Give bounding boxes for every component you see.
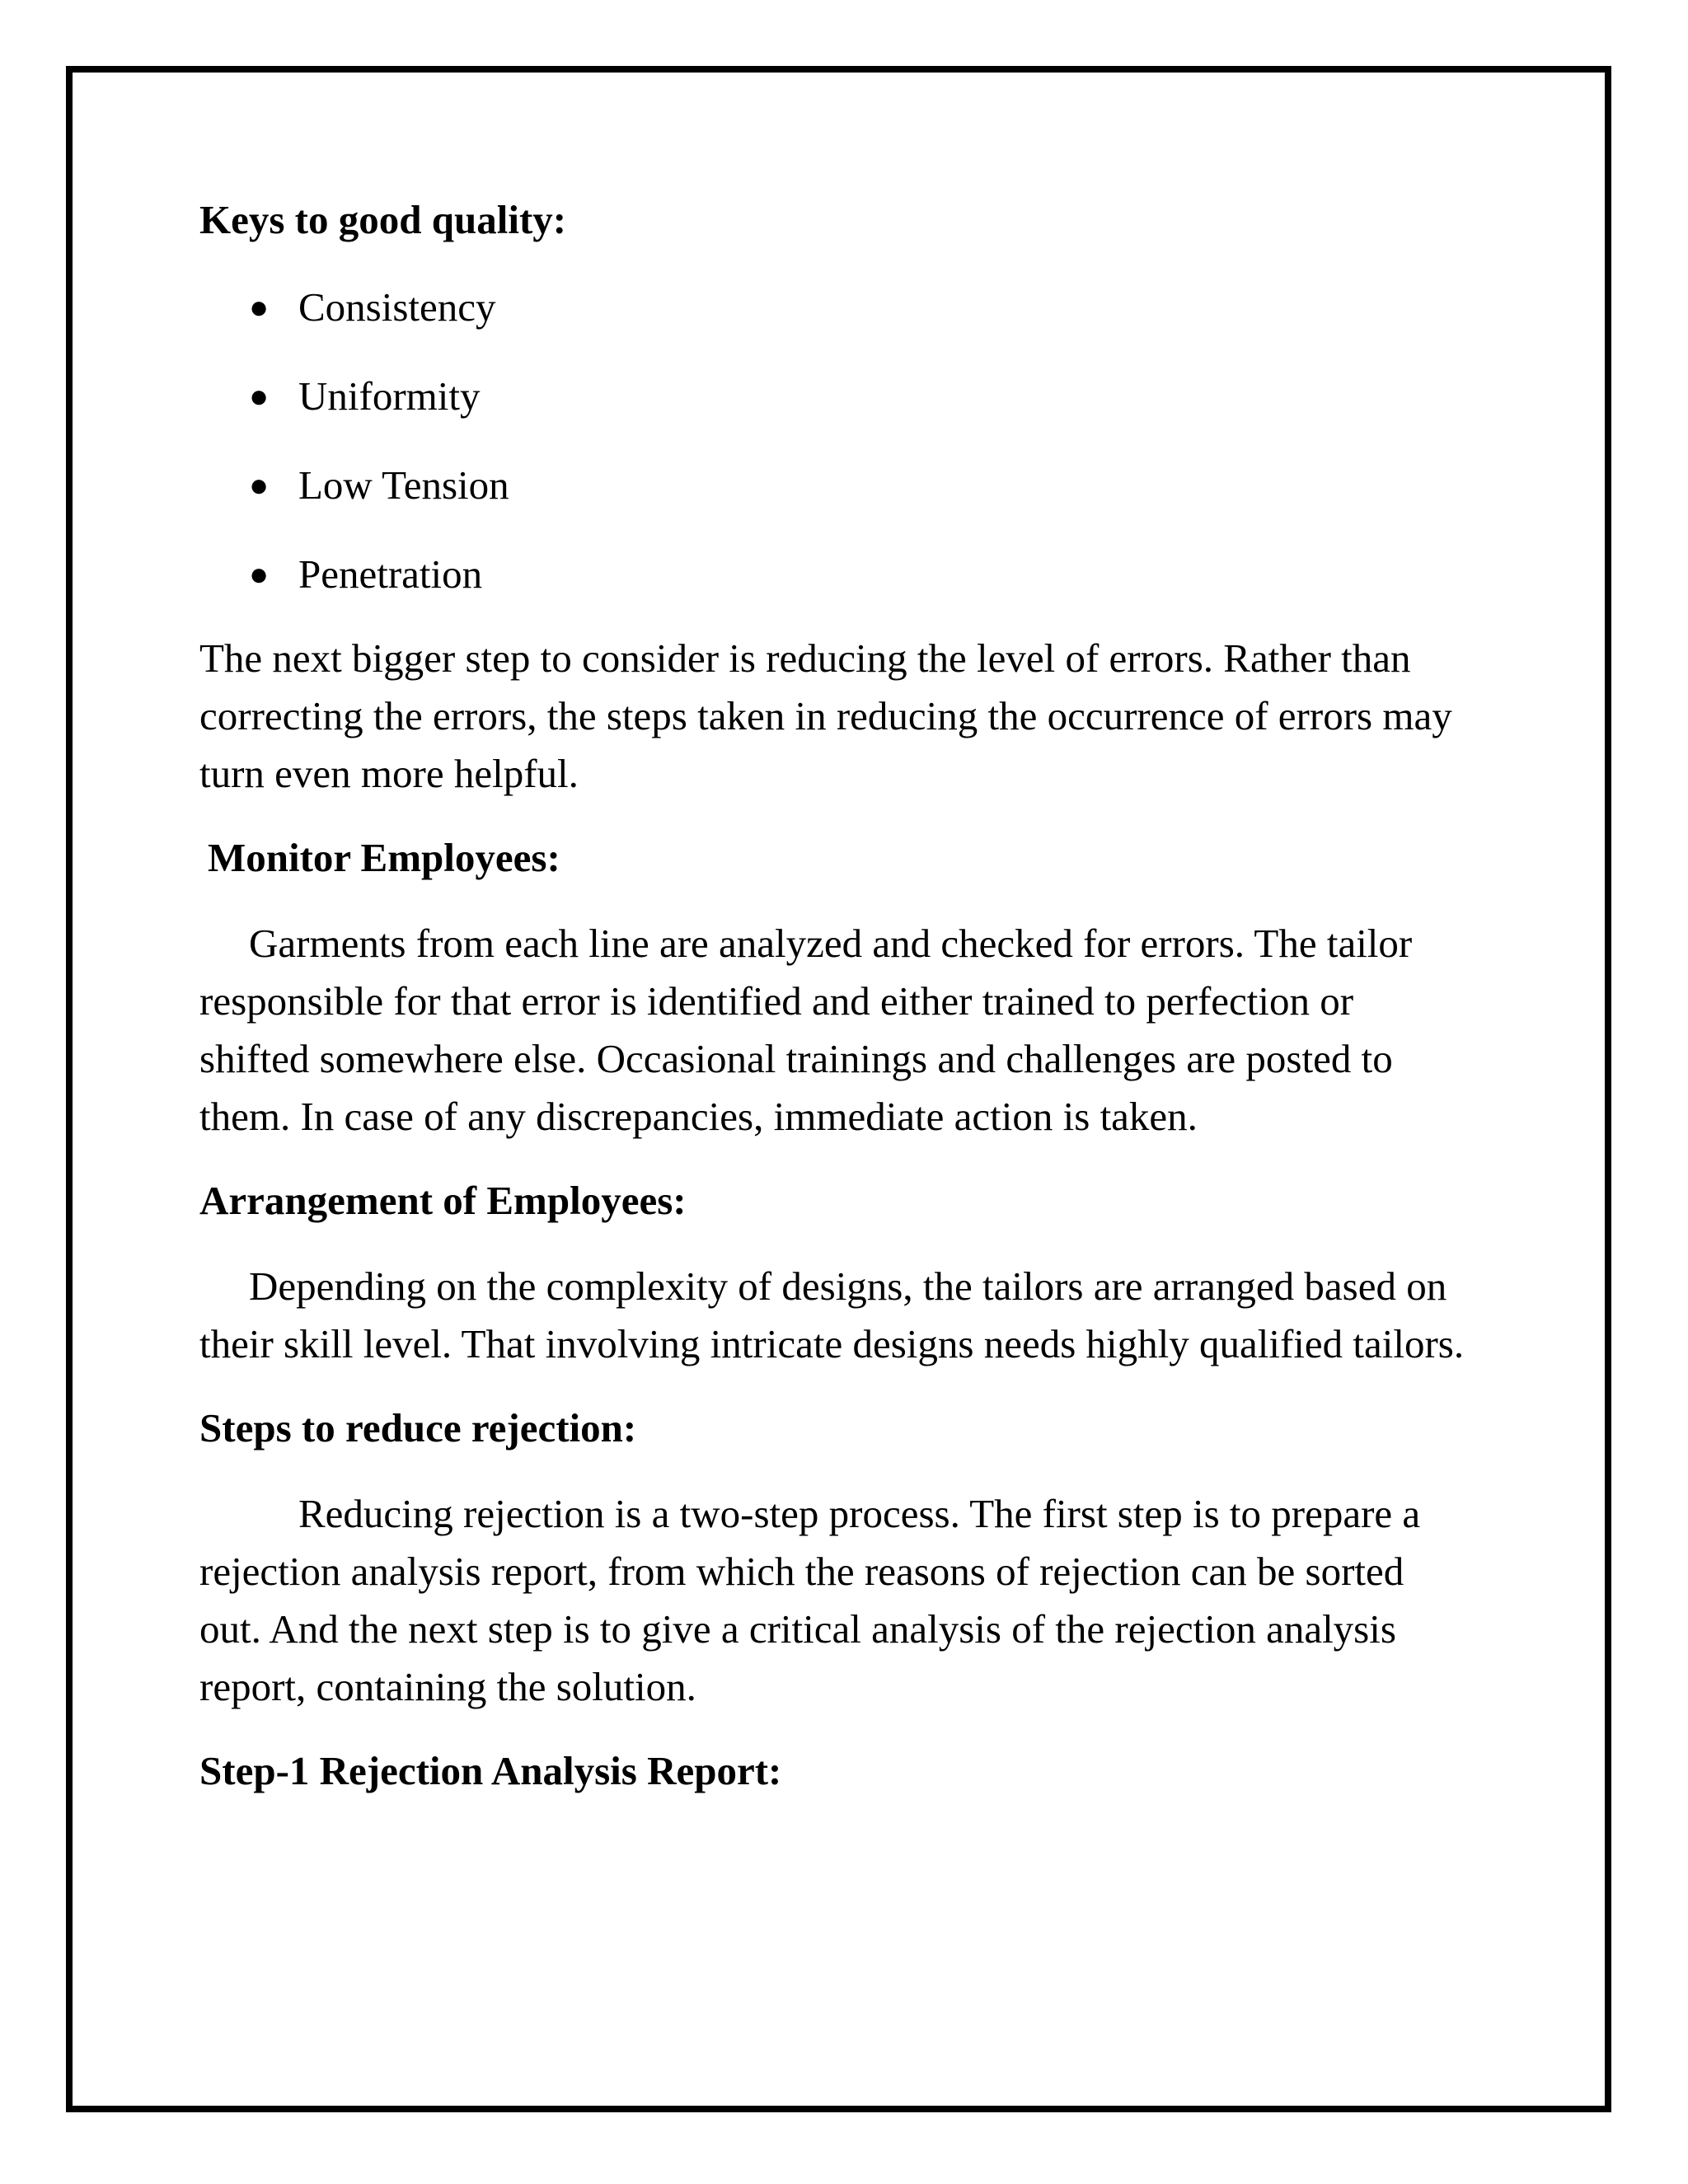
bullet-icon: ●: [249, 377, 270, 415]
bullet-icon: ●: [249, 466, 270, 504]
list-item-text: Consistency: [298, 284, 496, 330]
arrangement-heading: Arrangement of Employees:: [199, 1178, 687, 1223]
keys-heading: Keys to good quality:: [199, 197, 567, 242]
steps-heading: Steps to reduce rejection:: [199, 1405, 637, 1451]
document-body: [199, 191, 1469, 1800]
step1-heading: Step-1 Rejection Analysis Report:: [199, 1748, 782, 1793]
bullet-icon: ●: [249, 555, 270, 593]
list-item: [199, 368, 1469, 425]
errors-paragraph: The next bigger step to consider is reducing the level of errors. Rather than correcting the errors, the steps taken in reducing the occurrence of errors may turn even more helpful.: [199, 635, 1452, 796]
list-item: [199, 546, 1469, 603]
arrangement-paragraph: Depending on the complexity of designs, the tailors are arranged based on their skill level. That involving intricate designs needs highly qualified tailors.: [199, 1263, 1465, 1366]
list-item: [199, 279, 1469, 336]
list-item-text: Uniformity: [298, 373, 481, 419]
list-item-text: Penetration: [298, 551, 483, 597]
keys-list: [199, 279, 1469, 603]
monitor-paragraph: Garments from each line are analyzed and checked for errors. The tailor responsible for that error is identified and either trained to perfection or shifted somewhere else. Occasional trainings and challenges are posted to them. In case of any discrepancies, immediate action is taken.: [199, 921, 1413, 1139]
list-item: [199, 457, 1469, 514]
monitor-heading: Monitor Employees:: [208, 835, 560, 880]
bullet-icon: ●: [249, 288, 270, 326]
list-item-text: Low Tension: [298, 462, 509, 508]
steps-paragraph: Reducing rejection is a two-step process. The first step is to prepare a rejection analysis report, from which the reasons of rejection can be sorted out. And the next step is to give a critical analysis of the rejection analysis report, containing the solution.: [199, 1491, 1421, 1709]
